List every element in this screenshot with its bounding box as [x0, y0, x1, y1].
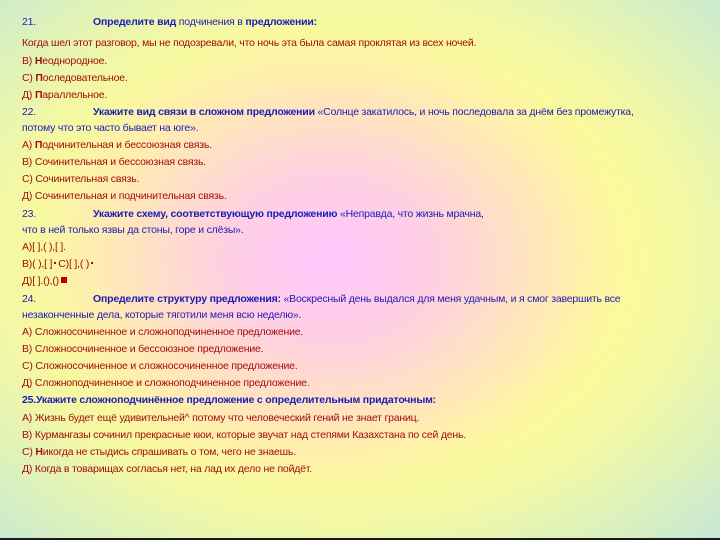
option-23-b-c[interactable] — [22, 258, 95, 270]
question-prompt: Укажите схему, соответствующую предложению — [93, 208, 338, 220]
question-prompt-end: предложении: — [245, 16, 317, 28]
option-24-a[interactable]: А) Сложносочиненное и сложноподчиненное предложение. — [22, 326, 304, 338]
option-first-letter: П — [35, 72, 43, 84]
square-marker-icon — [61, 277, 67, 283]
question-number: 21. — [22, 16, 36, 28]
option-25-b[interactable]: В) Курмангазы сочинил прекрасные кюи, которые звучат над степями Казахстана по сей день. — [22, 429, 467, 441]
option-prefix: А) — [22, 139, 35, 151]
option-21-b[interactable] — [22, 55, 107, 67]
option-prefix: С) — [22, 446, 36, 458]
option-c-scheme: С)[ ],( ) — [58, 258, 90, 270]
option-first-letter: П — [34, 89, 43, 101]
option-23-d[interactable] — [22, 275, 67, 287]
question-21-sentence: Когда шел этот разговор, мы не подозревали, что ночь эта была самая проклятая из всех ночей. — [22, 37, 477, 49]
question-quote: «Солнце закатилось, и ночь последовала за днём без промежутка, — [314, 106, 634, 118]
option-22-b[interactable]: В) Сочинительная и бессоюзная связь. — [22, 156, 206, 168]
question-number: 24. — [22, 293, 36, 305]
option-prefix: В) — [22, 55, 35, 67]
question-24-quote-cont: незаконченные дела, которые тяготили меня всю неделю». — [22, 309, 302, 321]
question-prompt: Определите вид — [93, 16, 177, 28]
question-number: 23. — [22, 208, 36, 220]
option-25-d[interactable]: Д) Когда в товарищах согласья нет, на лад их дело не пойдёт. — [22, 463, 312, 475]
question-22-quote-cont: потому что это часто бывает на юге». — [22, 122, 199, 134]
option-scheme: Д)[ ].(),() — [22, 275, 59, 287]
question-quote: «Воскресный день выдался для меня удачным, и я смог завершить все — [280, 293, 621, 305]
option-b-scheme: В)( ),[ ] — [22, 258, 53, 270]
question-prompt: Определите структуру предложения: — [93, 293, 281, 305]
question-24-header — [22, 293, 620, 305]
question-prompt: Укажите сложноподчинённое предложение с определительным придаточным: — [36, 394, 436, 406]
question-22-header — [22, 106, 634, 118]
option-text: еоднородное. — [42, 55, 108, 67]
option-22-c[interactable]: С) Сочинительная связь. — [22, 173, 140, 185]
option-24-d[interactable]: Д) Сложноподчиненное и сложноподчиненное предложение. — [22, 377, 310, 389]
question-number: 25. — [22, 394, 36, 406]
option-21-d[interactable] — [22, 89, 107, 101]
bullet-dot-icon — [91, 262, 93, 264]
bullet-dot-icon — [54, 262, 56, 264]
option-21-c[interactable] — [22, 72, 128, 84]
option-25-a[interactable]: А) Жизнь будет ещё удивительней^ потому что человеческий гений не знает границ. — [22, 412, 420, 424]
option-25-c[interactable] — [22, 446, 296, 458]
option-24-b[interactable]: В) Сложносочиненное и бессоюзное предложение. — [22, 343, 264, 355]
option-24-c[interactable]: С) Сложносочиненное и сложносочиненное предложение. — [22, 360, 298, 372]
option-text: араллельное. — [42, 89, 108, 101]
option-22-a[interactable] — [22, 139, 212, 151]
option-prefix: Д) — [22, 89, 35, 101]
option-22-d[interactable]: Д) Сочинительная и подчинительная связь. — [22, 190, 227, 202]
option-text: икогда не стыдись спрашивать о том, чего не знаешь. — [42, 446, 296, 458]
option-prefix: С) — [22, 72, 36, 84]
question-23-header — [22, 208, 484, 220]
question-21-header — [22, 16, 317, 28]
option-23-a[interactable]: А)[ ],( ),[ ]. — [22, 241, 66, 253]
option-text: оследовательное. — [42, 72, 128, 84]
option-first-letter: Н — [35, 446, 43, 458]
option-text: одчинительная и бессоюзная связь. — [42, 139, 212, 151]
question-prompt-normal: подчинения в — [176, 16, 246, 28]
question-quote: «Неправда, что жизнь мрачна, — [337, 208, 484, 220]
question-25-header — [22, 394, 436, 406]
option-first-letter: П — [34, 139, 43, 151]
question-23-quote-cont: что в ней только язвы да стоны, горе и слёзы». — [22, 224, 244, 236]
question-number: 22. — [22, 106, 36, 118]
option-first-letter: Н — [34, 55, 43, 67]
question-prompt: Укажите вид связи в сложном предложении — [93, 106, 315, 118]
